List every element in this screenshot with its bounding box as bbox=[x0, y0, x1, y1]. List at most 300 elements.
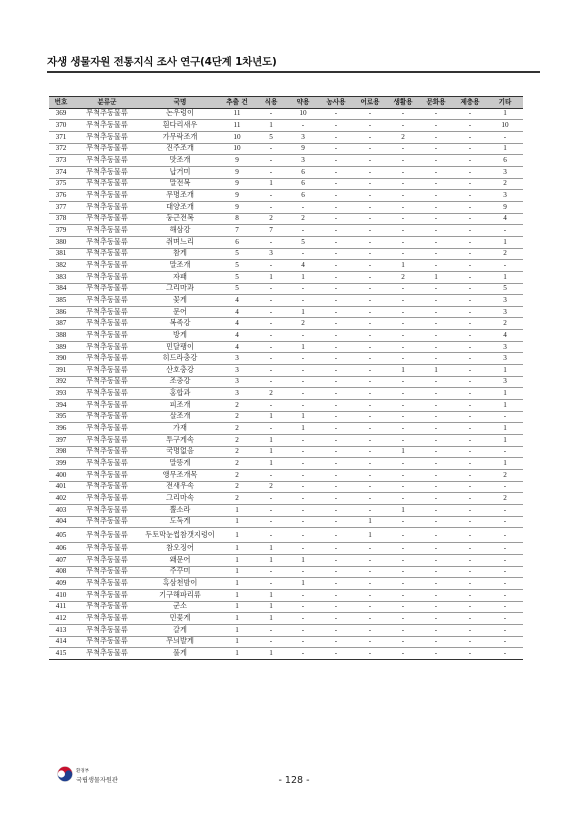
table-cell: - bbox=[387, 283, 419, 295]
table-cell: - bbox=[353, 341, 387, 353]
table-cell: 5 bbox=[219, 271, 255, 283]
table-cell: - bbox=[255, 423, 287, 435]
table-cell: 1 bbox=[255, 589, 287, 601]
table-row bbox=[49, 435, 523, 447]
table-cell: - bbox=[319, 589, 353, 601]
table-cell: 무척추동물류 bbox=[73, 516, 141, 528]
table-cell: 2 bbox=[387, 271, 419, 283]
table-cell: 407 bbox=[49, 554, 73, 566]
table-cell: 396 bbox=[49, 423, 73, 435]
table-cell: 무척추동물류 bbox=[73, 435, 141, 447]
table-cell: 무척추동물류 bbox=[73, 283, 141, 295]
column-header: 문화용 bbox=[419, 97, 453, 109]
table-cell: 무척추동물류 bbox=[73, 578, 141, 590]
table-cell: - bbox=[287, 528, 319, 543]
table-cell: - bbox=[453, 236, 487, 248]
table-cell: - bbox=[319, 295, 353, 307]
table-cell: - bbox=[319, 435, 353, 447]
table-cell: - bbox=[353, 201, 387, 213]
table-cell: 2 bbox=[255, 481, 287, 493]
table-cell: 1 bbox=[287, 411, 319, 423]
table-cell: 무척추동물류 bbox=[73, 624, 141, 636]
table-cell: 393 bbox=[49, 388, 73, 400]
table-cell: 말조개 bbox=[141, 260, 219, 272]
table-cell: 1 bbox=[219, 601, 255, 613]
table-row bbox=[49, 295, 523, 307]
table-cell: - bbox=[419, 528, 453, 543]
table-cell: - bbox=[419, 435, 453, 447]
table-cell: - bbox=[387, 166, 419, 178]
table-cell: - bbox=[319, 225, 353, 237]
table-cell: - bbox=[353, 578, 387, 590]
table-cell: - bbox=[387, 423, 419, 435]
table-cell: - bbox=[319, 271, 353, 283]
table-cell: 무척추동물류 bbox=[73, 213, 141, 225]
table-cell: 1 bbox=[219, 624, 255, 636]
table-cell: 1 bbox=[487, 108, 523, 120]
table-cell: 1 bbox=[255, 435, 287, 447]
table-cell: 406 bbox=[49, 543, 73, 555]
table-cell: 415 bbox=[49, 648, 73, 660]
table-row bbox=[49, 306, 523, 318]
table-cell: - bbox=[453, 295, 487, 307]
table-cell: - bbox=[453, 306, 487, 318]
table-cell: 무척추동물류 bbox=[73, 543, 141, 555]
table-cell: - bbox=[353, 470, 387, 482]
table-cell: - bbox=[487, 601, 523, 613]
table-cell: 7 bbox=[255, 225, 287, 237]
table-cell: - bbox=[453, 589, 487, 601]
table-cell: 386 bbox=[49, 306, 73, 318]
table-cell: 기구해파리류 bbox=[141, 589, 219, 601]
table-cell: 388 bbox=[49, 330, 73, 342]
table-cell: 369 bbox=[49, 108, 73, 120]
table-row bbox=[49, 400, 523, 412]
table-cell: - bbox=[255, 493, 287, 505]
table-cell: - bbox=[387, 306, 419, 318]
government-emblem-icon bbox=[57, 766, 73, 782]
table-cell: - bbox=[487, 543, 523, 555]
table-cell: - bbox=[387, 554, 419, 566]
table-cell: - bbox=[453, 271, 487, 283]
column-header: 분류군 bbox=[73, 97, 141, 109]
table-row bbox=[49, 283, 523, 295]
table-cell: - bbox=[255, 504, 287, 516]
table-cell: 1 bbox=[487, 400, 523, 412]
table-cell: - bbox=[387, 341, 419, 353]
table-cell: 1 bbox=[255, 601, 287, 613]
table-cell: 2 bbox=[219, 493, 255, 505]
table-cell: - bbox=[353, 543, 387, 555]
table-cell: - bbox=[353, 411, 387, 423]
table-cell: 9 bbox=[219, 190, 255, 202]
table-cell: 히드라충강 bbox=[141, 353, 219, 365]
table-cell: - bbox=[387, 201, 419, 213]
table-cell: 무척추동물류 bbox=[73, 155, 141, 167]
table-cell: 9 bbox=[487, 201, 523, 213]
table-cell: - bbox=[453, 543, 487, 555]
table-cell: 국명없음 bbox=[141, 446, 219, 458]
table-cell: - bbox=[387, 458, 419, 470]
table-cell: - bbox=[453, 470, 487, 482]
table-cell: 무척추동물류 bbox=[73, 143, 141, 155]
table-cell: 무척추동물류 bbox=[73, 236, 141, 248]
table-cell: - bbox=[319, 131, 353, 143]
table-cell: - bbox=[255, 624, 287, 636]
table-cell: - bbox=[255, 236, 287, 248]
table-cell: - bbox=[419, 283, 453, 295]
table-cell: 2 bbox=[219, 470, 255, 482]
table-cell: - bbox=[255, 143, 287, 155]
table-cell: - bbox=[319, 213, 353, 225]
table-cell: - bbox=[387, 295, 419, 307]
table-cell: 피조개 bbox=[141, 400, 219, 412]
table-cell: 2 bbox=[487, 178, 523, 190]
table-cell: 8 bbox=[219, 213, 255, 225]
table-cell: - bbox=[255, 330, 287, 342]
table-cell: 문어 bbox=[141, 306, 219, 318]
table-cell: 1 bbox=[419, 271, 453, 283]
table-cell: - bbox=[387, 624, 419, 636]
table-cell: 살조개 bbox=[141, 411, 219, 423]
table-cell: 무척추동물류 bbox=[73, 504, 141, 516]
table-cell: - bbox=[255, 190, 287, 202]
table-cell: - bbox=[419, 566, 453, 578]
table-cell: 2 bbox=[487, 248, 523, 260]
table-cell: - bbox=[453, 190, 487, 202]
table-row bbox=[49, 353, 523, 365]
table-cell: 3 bbox=[487, 295, 523, 307]
table-cell: - bbox=[319, 423, 353, 435]
page-title: 자생 생물자원 전통지식 조사 연구(4단계 1차년도) bbox=[47, 56, 277, 68]
table-cell: - bbox=[287, 225, 319, 237]
table-cell: - bbox=[419, 120, 453, 132]
table-cell: - bbox=[453, 601, 487, 613]
table-cell: 1 bbox=[255, 554, 287, 566]
table-cell: 무척추동물류 bbox=[73, 388, 141, 400]
table-cell: - bbox=[353, 295, 387, 307]
table-cell: 11 bbox=[219, 108, 255, 120]
table-cell: - bbox=[353, 306, 387, 318]
table-cell: 377 bbox=[49, 201, 73, 213]
table-cell: 7 bbox=[219, 225, 255, 237]
table-cell: 2 bbox=[487, 493, 523, 505]
table-cell: - bbox=[255, 528, 287, 543]
table-cell: 384 bbox=[49, 283, 73, 295]
table-cell: 1 bbox=[219, 578, 255, 590]
table-cell: - bbox=[419, 178, 453, 190]
table-cell: 해삼강 bbox=[141, 225, 219, 237]
table-cell: - bbox=[353, 248, 387, 260]
table-cell: - bbox=[319, 543, 353, 555]
table-cell: - bbox=[319, 341, 353, 353]
table-cell: - bbox=[287, 400, 319, 412]
table-cell: 1 bbox=[287, 423, 319, 435]
table-cell: 2 bbox=[487, 318, 523, 330]
table-row bbox=[49, 341, 523, 353]
table-cell: 방게 bbox=[141, 330, 219, 342]
table-row bbox=[49, 166, 523, 178]
table-cell: - bbox=[353, 435, 387, 447]
table-cell: 1 bbox=[255, 271, 287, 283]
table-row bbox=[49, 190, 523, 202]
table-cell: - bbox=[287, 493, 319, 505]
table-cell: - bbox=[353, 589, 387, 601]
table-row bbox=[49, 271, 523, 283]
table-cell: - bbox=[487, 648, 523, 660]
table-cell: 2 bbox=[287, 318, 319, 330]
table-cell: - bbox=[255, 341, 287, 353]
table-cell: 무척추동물류 bbox=[73, 528, 141, 543]
table-cell: 말똥게 bbox=[141, 458, 219, 470]
table-cell: - bbox=[487, 481, 523, 493]
table-cell: 2 bbox=[219, 481, 255, 493]
table-cell: - bbox=[419, 411, 453, 423]
table-cell: 1 bbox=[219, 516, 255, 528]
table-cell: - bbox=[319, 470, 353, 482]
table-cell: 참오징어 bbox=[141, 543, 219, 555]
table-cell: - bbox=[419, 578, 453, 590]
table-row bbox=[49, 365, 523, 377]
table-cell: - bbox=[387, 516, 419, 528]
table-cell: 380 bbox=[49, 236, 73, 248]
table-cell: - bbox=[387, 225, 419, 237]
table-cell: 3 bbox=[219, 388, 255, 400]
table-cell: 참게 bbox=[141, 248, 219, 260]
table-cell: - bbox=[487, 554, 523, 566]
table-cell: 1 bbox=[487, 365, 523, 377]
table-row bbox=[49, 504, 523, 516]
table-cell: - bbox=[387, 601, 419, 613]
table-cell: - bbox=[387, 108, 419, 120]
table-cell: 그리마과 bbox=[141, 283, 219, 295]
table-cell: 379 bbox=[49, 225, 73, 237]
table-row bbox=[49, 423, 523, 435]
table-cell: 말전복 bbox=[141, 178, 219, 190]
table-cell: 402 bbox=[49, 493, 73, 505]
table-cell: - bbox=[419, 458, 453, 470]
table-cell: - bbox=[353, 458, 387, 470]
table-cell: - bbox=[387, 248, 419, 260]
table-row bbox=[49, 120, 523, 132]
table-cell: 3 bbox=[487, 166, 523, 178]
table-cell: - bbox=[453, 423, 487, 435]
table-row bbox=[49, 470, 523, 482]
table-cell: - bbox=[255, 295, 287, 307]
table-cell: - bbox=[319, 376, 353, 388]
table-cell: - bbox=[453, 178, 487, 190]
table-cell: 무척추동물류 bbox=[73, 423, 141, 435]
table-row bbox=[49, 516, 523, 528]
table-row bbox=[49, 248, 523, 260]
table-cell: - bbox=[419, 236, 453, 248]
table-row bbox=[49, 458, 523, 470]
table-cell: - bbox=[419, 636, 453, 648]
table-cell: - bbox=[487, 225, 523, 237]
table-cell: 1 bbox=[487, 236, 523, 248]
table-cell: 391 bbox=[49, 365, 73, 377]
table-row bbox=[49, 108, 523, 120]
table-cell: - bbox=[255, 376, 287, 388]
table-cell: - bbox=[353, 236, 387, 248]
table-cell: - bbox=[387, 528, 419, 543]
table-cell: - bbox=[387, 376, 419, 388]
table-cell: - bbox=[353, 648, 387, 660]
table-cell: - bbox=[419, 601, 453, 613]
table-header-row bbox=[49, 97, 523, 109]
table-cell: - bbox=[353, 400, 387, 412]
table-cell: - bbox=[387, 648, 419, 660]
table-cell: - bbox=[319, 388, 353, 400]
table-cell: 쥐며느리 bbox=[141, 236, 219, 248]
table-cell: 1 bbox=[255, 648, 287, 660]
table-cell: 민꽃게 bbox=[141, 613, 219, 625]
table-cell: 무척추동물류 bbox=[73, 295, 141, 307]
column-header: 기타 bbox=[487, 97, 523, 109]
table-cell: 10 bbox=[287, 108, 319, 120]
table-cell: 무척추동물류 bbox=[73, 411, 141, 423]
table-cell: 9 bbox=[219, 166, 255, 178]
table-cell: - bbox=[319, 624, 353, 636]
table-cell: 1 bbox=[487, 271, 523, 283]
table-cell: 378 bbox=[49, 213, 73, 225]
table-cell: 382 bbox=[49, 260, 73, 272]
table-cell: 무척추동물류 bbox=[73, 400, 141, 412]
table-cell: - bbox=[353, 624, 387, 636]
table-cell: - bbox=[353, 190, 387, 202]
table-cell: 4 bbox=[219, 295, 255, 307]
table-cell: 1 bbox=[487, 435, 523, 447]
table-cell: - bbox=[353, 636, 387, 648]
table-cell: 4 bbox=[487, 330, 523, 342]
table-cell: - bbox=[287, 295, 319, 307]
table-cell: 4 bbox=[219, 306, 255, 318]
table-row bbox=[49, 446, 523, 458]
column-header: 농사용 bbox=[319, 97, 353, 109]
table-cell: 5 bbox=[219, 260, 255, 272]
table-cell: 3 bbox=[487, 376, 523, 388]
table-cell: 1 bbox=[255, 178, 287, 190]
table-cell: - bbox=[353, 178, 387, 190]
column-header: 약용 bbox=[287, 97, 319, 109]
table-cell: - bbox=[419, 306, 453, 318]
table-cell: - bbox=[319, 236, 353, 248]
table-row bbox=[49, 578, 523, 590]
table-cell: - bbox=[419, 295, 453, 307]
table-cell: - bbox=[319, 504, 353, 516]
table-cell: - bbox=[319, 613, 353, 625]
table-cell: - bbox=[319, 566, 353, 578]
table-cell: 3 bbox=[487, 341, 523, 353]
table-cell: 383 bbox=[49, 271, 73, 283]
table-cell: - bbox=[453, 493, 487, 505]
table-cell: - bbox=[319, 248, 353, 260]
table-cell: - bbox=[319, 166, 353, 178]
table-cell: 4 bbox=[219, 341, 255, 353]
table-cell: - bbox=[287, 353, 319, 365]
table-cell: 1 bbox=[255, 613, 287, 625]
table-cell: - bbox=[287, 435, 319, 447]
table-cell: 400 bbox=[49, 470, 73, 482]
table-cell: - bbox=[387, 578, 419, 590]
table-cell: 1 bbox=[219, 554, 255, 566]
table-cell: 1 bbox=[219, 636, 255, 648]
table-cell: - bbox=[487, 613, 523, 625]
table-cell: - bbox=[419, 213, 453, 225]
table-cell: 2 bbox=[387, 131, 419, 143]
table-cell: - bbox=[255, 566, 287, 578]
table-cell: 5 bbox=[287, 236, 319, 248]
table-cell: - bbox=[319, 636, 353, 648]
table-cell: - bbox=[287, 589, 319, 601]
table-cell: - bbox=[255, 260, 287, 272]
table-cell: - bbox=[319, 353, 353, 365]
table-cell: - bbox=[387, 190, 419, 202]
table-cell: 403 bbox=[49, 504, 73, 516]
table-cell: 풀게 bbox=[141, 648, 219, 660]
table-cell: 9 bbox=[219, 201, 255, 213]
table-row bbox=[49, 589, 523, 601]
table-row bbox=[49, 566, 523, 578]
table-cell: - bbox=[255, 201, 287, 213]
table-cell: - bbox=[319, 554, 353, 566]
table-cell: - bbox=[487, 516, 523, 528]
table-cell: - bbox=[387, 613, 419, 625]
table-cell: 무척추동물류 bbox=[73, 470, 141, 482]
table-cell: - bbox=[387, 400, 419, 412]
table-cell: - bbox=[319, 601, 353, 613]
table-row bbox=[49, 213, 523, 225]
table-cell: 390 bbox=[49, 353, 73, 365]
table-cell: - bbox=[387, 543, 419, 555]
table-cell: - bbox=[419, 400, 453, 412]
table-cell: 갈게 bbox=[141, 624, 219, 636]
table-cell: - bbox=[287, 470, 319, 482]
table-cell: 371 bbox=[49, 131, 73, 143]
table-cell: - bbox=[319, 516, 353, 528]
table-cell: - bbox=[487, 566, 523, 578]
table-row bbox=[49, 528, 523, 543]
table-cell: - bbox=[453, 648, 487, 660]
table-cell: - bbox=[319, 318, 353, 330]
table-cell: - bbox=[487, 589, 523, 601]
table-cell: 무척추동물류 bbox=[73, 554, 141, 566]
table-cell: - bbox=[255, 108, 287, 120]
table-cell: - bbox=[487, 131, 523, 143]
table-cell: 1 bbox=[287, 554, 319, 566]
table-cell: - bbox=[387, 435, 419, 447]
table-cell: 도둑게 bbox=[141, 516, 219, 528]
table-cell: 1 bbox=[219, 504, 255, 516]
column-header: 국명 bbox=[141, 97, 219, 109]
table-cell: - bbox=[453, 636, 487, 648]
table-cell: 2 bbox=[219, 411, 255, 423]
table-cell: 1 bbox=[387, 260, 419, 272]
table-cell: - bbox=[419, 248, 453, 260]
table-cell: - bbox=[487, 504, 523, 516]
table-row bbox=[49, 178, 523, 190]
table-cell: 대양조개 bbox=[141, 201, 219, 213]
table-cell: - bbox=[453, 166, 487, 178]
table-cell: 1 bbox=[487, 388, 523, 400]
table-cell: - bbox=[453, 260, 487, 272]
table-row bbox=[49, 613, 523, 625]
table-cell: - bbox=[453, 376, 487, 388]
table-cell: 1 bbox=[255, 458, 287, 470]
table-cell: - bbox=[353, 554, 387, 566]
table-row bbox=[49, 376, 523, 388]
table-cell: - bbox=[287, 376, 319, 388]
